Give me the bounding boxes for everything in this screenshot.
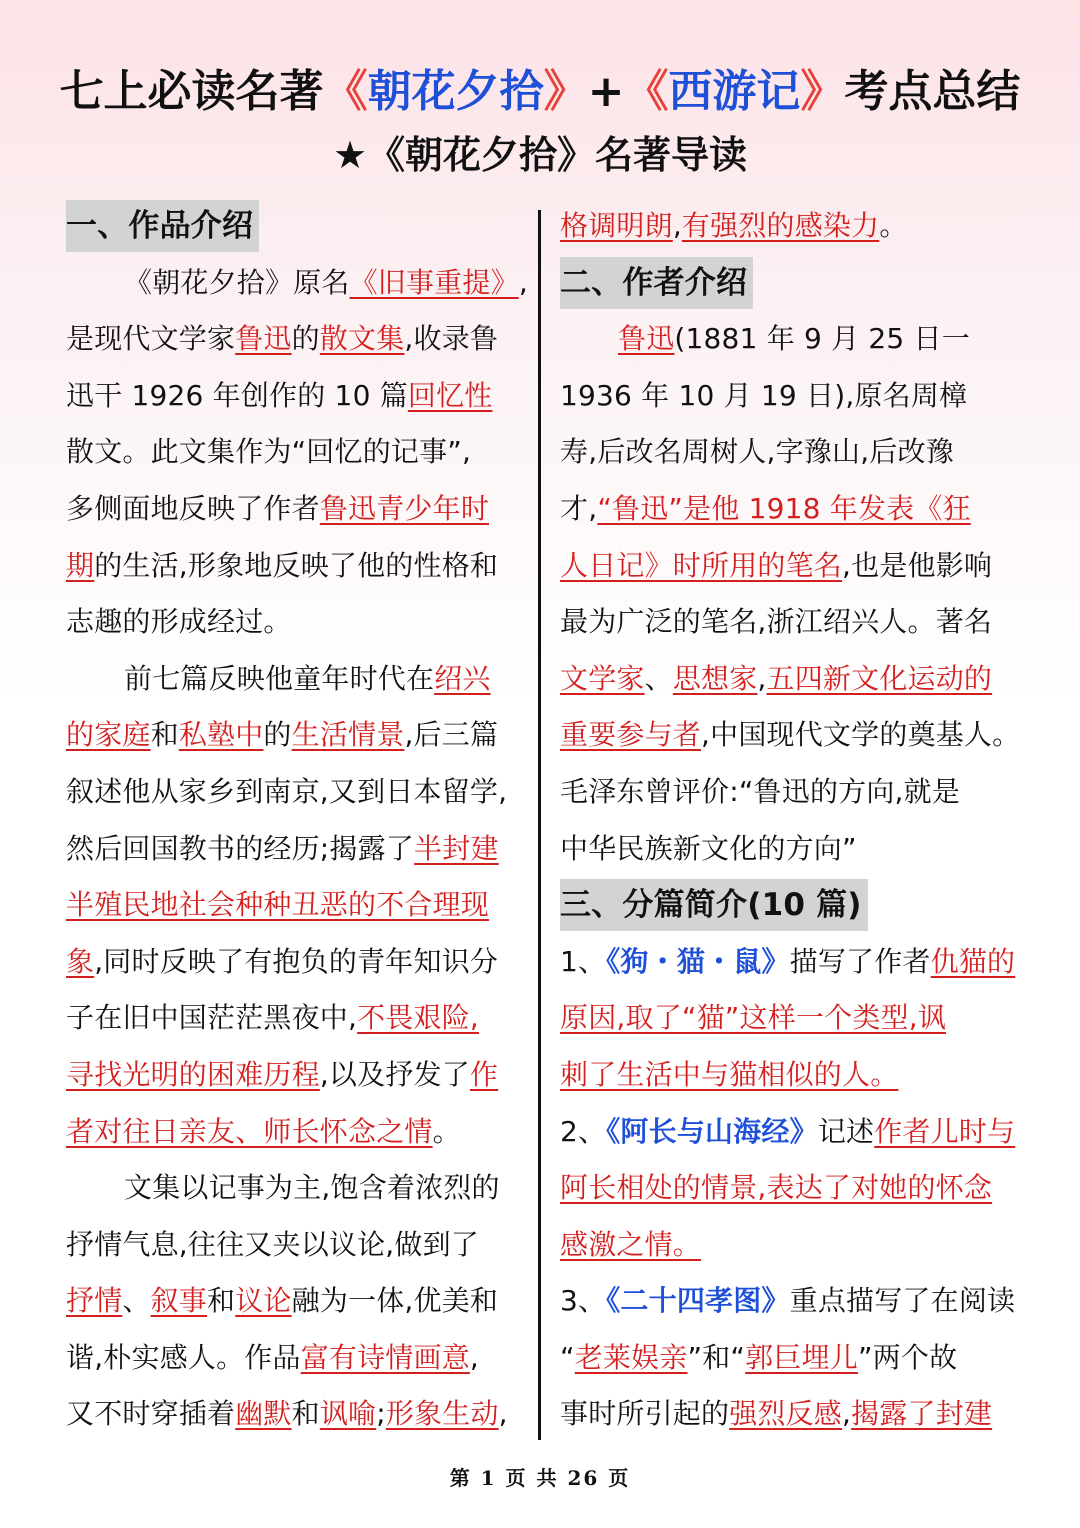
- page-subtitle: ★《朝花夕拾》名著导读: [332, 133, 748, 177]
- column-divider: [538, 210, 541, 1440]
- text-line: [66, 934, 526, 991]
- highlight: 郭巨埋儿: [745, 1340, 858, 1374]
- highlight: 刺了生活中与猫相似的人。: [560, 1057, 899, 1091]
- highlight: “鲁迅”是他 1918 年发表《狂: [597, 491, 971, 525]
- text: ,: [757, 661, 767, 695]
- text-line: [66, 990, 526, 1047]
- title-plus: +: [587, 66, 625, 117]
- text: 迅干 1926 年创作的 10 篇: [66, 378, 408, 412]
- text-line: [66, 1104, 526, 1161]
- highlight: 抒情: [66, 1284, 123, 1318]
- text-line: [66, 651, 526, 708]
- section-heading: [560, 255, 1030, 312]
- highlight: 五四新文化运动的: [766, 661, 993, 695]
- title-prefix: 七上必读名著: [59, 66, 324, 117]
- item-number: 3、: [560, 1284, 607, 1318]
- title-quote-open-2: 《: [624, 66, 669, 117]
- title-quote-open-1: 《: [323, 66, 368, 117]
- highlight: 《旧事重提》: [349, 265, 519, 299]
- text: 、: [122, 1284, 151, 1318]
- highlight: 半殖民地社会种种丑恶的不合理现: [66, 888, 490, 922]
- text-line: [560, 198, 1030, 255]
- text-line: [560, 538, 1030, 595]
- text-line: [560, 1330, 1030, 1387]
- text: 描写了作者: [789, 944, 931, 978]
- text: ,收录鲁: [404, 322, 499, 356]
- text-line: [560, 934, 1030, 991]
- text: ,中国现代文学的奠基人。: [701, 718, 1021, 752]
- highlight: 老莱娱亲: [574, 1340, 688, 1374]
- text: “: [560, 1340, 575, 1374]
- text: ,: [518, 265, 528, 299]
- highlight: 鲁迅: [235, 322, 292, 356]
- text-line: [560, 1047, 1030, 1104]
- highlight: 作者儿时与: [874, 1114, 1016, 1148]
- item-number: 1、: [560, 944, 607, 978]
- section-title-2: 二、作者介绍: [560, 257, 753, 309]
- highlight: 有强烈的感染力: [681, 209, 880, 242]
- highlight: 文学家: [560, 661, 645, 695]
- section-heading: [560, 877, 1030, 934]
- section-heading: [66, 198, 526, 255]
- text: 重点描写了在阅读: [789, 1284, 1016, 1318]
- text: ,: [498, 1397, 508, 1431]
- highlight: 感激之情。: [560, 1227, 702, 1261]
- page-footer: 第 1 页 共 26 页: [449, 1466, 631, 1490]
- highlight: 讽喻: [319, 1397, 377, 1431]
- highlight: 人日记》时所用的笔名: [560, 548, 843, 582]
- text-line: [66, 1386, 526, 1443]
- text: 事时所引起的: [560, 1397, 730, 1431]
- text-line: 1936 年 10 月 19 日),原名周樟: [560, 378, 968, 412]
- text-line: [560, 1273, 1030, 1330]
- text: 和: [291, 1397, 320, 1431]
- text: 子在旧中国茫茫黑夜中,: [66, 1001, 358, 1035]
- text: 谐,朴实感人。作品: [66, 1340, 301, 1374]
- text-line: [66, 255, 526, 312]
- text-line: [560, 481, 1030, 538]
- highlight: 散文集: [319, 322, 405, 356]
- highlight: 原因,取了“猫”这样一个类型,讽: [560, 1001, 947, 1035]
- text-line: [66, 368, 526, 425]
- highlight: 阿长相处的情景,表达了对她的怀念: [560, 1171, 993, 1205]
- text: 。: [432, 1114, 461, 1148]
- text: ;: [376, 1397, 386, 1431]
- text-line: [66, 821, 526, 878]
- text: 是现代文学家: [66, 322, 236, 356]
- text: 前七篇反映他童年时代在: [124, 661, 435, 695]
- title-suffix: 考点总结: [844, 66, 1021, 117]
- text: 的生活,形象地反映了他的性格和: [94, 548, 499, 582]
- text: 然后回国教书的经历;揭露了: [66, 831, 415, 865]
- highlight: 格调明朗: [560, 209, 673, 242]
- text-line: [560, 990, 1030, 1047]
- section-title-3: 三、分篇简介(10 篇): [560, 879, 868, 931]
- text-line: 最为广泛的笔名,浙江绍兴人。著名: [560, 605, 993, 639]
- text: ,同时反映了有抱负的青年知识分: [94, 944, 499, 978]
- text: ,: [672, 209, 682, 242]
- highlight: 回忆性: [407, 378, 493, 412]
- highlight: 的家庭: [66, 718, 151, 752]
- text: 。: [879, 209, 908, 242]
- highlight: 仇猫的: [930, 944, 1016, 978]
- highlight: 思想家: [672, 661, 758, 695]
- text: 记述: [817, 1114, 875, 1148]
- text-line: [560, 311, 1030, 368]
- text-line: [560, 1386, 1030, 1443]
- highlight: 重要参与者: [560, 718, 702, 752]
- text: ”两个故: [857, 1340, 958, 1374]
- book-title: 《二十四孝图》: [606, 1284, 790, 1318]
- text-line: [66, 311, 526, 368]
- text: 和: [150, 718, 179, 752]
- highlight: 生活情景: [291, 718, 405, 752]
- highlight: 半封建: [414, 831, 499, 865]
- highlight: 揭露了封建: [851, 1397, 993, 1431]
- highlight: 作: [469, 1057, 499, 1091]
- highlight: 形象生动: [385, 1397, 499, 1431]
- text-line: [66, 538, 526, 595]
- text-line: 文集以记事为主,饱含着浓烈的: [124, 1171, 500, 1205]
- text-line: [560, 1104, 1030, 1161]
- text: ”和“: [687, 1340, 746, 1374]
- highlight: 幽默: [235, 1397, 292, 1431]
- highlight: 强烈反感: [729, 1397, 843, 1431]
- text: 的: [291, 322, 320, 356]
- highlight: 不畏艰险,: [357, 1001, 480, 1035]
- highlight: 富有诗情画意: [300, 1340, 470, 1374]
- text-line: 叙述他从家乡到南京,又到日本留学,: [66, 774, 508, 808]
- text: ,: [469, 1340, 480, 1374]
- right-column: [560, 198, 1030, 1443]
- text: 、: [644, 661, 673, 695]
- highlight: 鲁迅青少年时: [319, 491, 490, 525]
- text-line: [66, 707, 526, 764]
- text-line: 中华民族新文化的方向”: [560, 831, 857, 865]
- text-line: 毛泽东曾评价:“鲁迅的方向,就是: [560, 774, 961, 808]
- text: ,也是他影响: [842, 548, 993, 582]
- book-title: 《阿长与山海经》: [606, 1114, 818, 1148]
- highlight: 鲁迅: [618, 322, 675, 356]
- text: ,: [842, 1397, 852, 1431]
- title-book-2: 西游记: [668, 66, 801, 117]
- page-title: [0, 62, 1080, 122]
- text-line: [66, 1047, 526, 1104]
- highlight: 绍兴: [434, 661, 491, 695]
- title-quote-close-1: 》: [543, 66, 588, 117]
- text-line: 志趣的形成经过。: [66, 605, 292, 639]
- text: 的: [263, 718, 292, 752]
- title-quote-close-2: 》: [800, 66, 845, 117]
- text-line: 寿,后改名周树人,字豫山,后改豫: [560, 435, 954, 469]
- text-line: [560, 1160, 1030, 1217]
- text: (1881 年 9 月 25 日一: [674, 322, 970, 356]
- text-line: [66, 1273, 526, 1330]
- title-book-1: 朝花夕拾: [367, 66, 544, 117]
- highlight: 寻找光明的困难历程: [66, 1057, 320, 1091]
- highlight: 期: [66, 548, 95, 582]
- text: 又不时穿插着: [66, 1397, 236, 1431]
- item-number: 2、: [560, 1114, 607, 1148]
- text: 多侧面地反映了作者: [66, 491, 320, 525]
- highlight: 者对往日亲友、师长怀念之情: [66, 1114, 433, 1148]
- text: 《朝花夕拾》原名: [124, 265, 350, 299]
- text: 才,: [560, 491, 598, 525]
- highlight: 叙事: [150, 1284, 208, 1318]
- text-line: 抒情气息,往往又夹以议论,做到了: [66, 1227, 480, 1261]
- text-line: [560, 651, 1030, 708]
- highlight: 象: [66, 944, 95, 978]
- text: ,以及抒发了: [319, 1057, 470, 1091]
- text-line: 散文。此文集作为“回忆的记事”,: [66, 435, 472, 469]
- text-line: [66, 1330, 526, 1387]
- text: 融为一体,优美和: [291, 1284, 499, 1318]
- section-title-1: 一、作品介绍: [66, 200, 259, 252]
- highlight: 私塾中: [178, 718, 264, 752]
- text-line: [66, 481, 526, 538]
- text: ,后三篇: [404, 718, 499, 752]
- text: 和: [207, 1284, 236, 1318]
- text-line: [66, 877, 526, 934]
- left-column: [66, 198, 526, 1443]
- text-line: [560, 1217, 1030, 1274]
- highlight: 议论: [235, 1284, 292, 1318]
- book-title: 《狗・猫・鼠》: [606, 944, 790, 978]
- text-line: [560, 707, 1030, 764]
